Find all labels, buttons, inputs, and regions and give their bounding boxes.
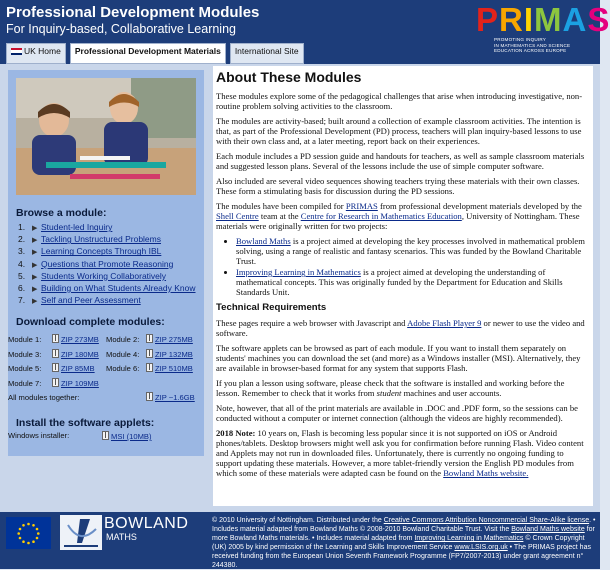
cc-license-link[interactable]: Creative Commons Attribution Noncommercial Share-Alike license [383, 517, 590, 524]
module-link[interactable]: Building on What Students Already Know [41, 282, 196, 293]
installer-row: Windows installer: MSI (10MB) [8, 431, 152, 441]
site-header [0, 0, 610, 64]
page-title: About These Modules [216, 69, 362, 85]
tab-uk-home[interactable]: UK Home [6, 43, 66, 64]
download-module-4-link[interactable]: ZIP 132MB [155, 349, 193, 359]
download-all-modules-link[interactable]: ZIP ~1.6GB [155, 393, 195, 403]
list-item: 2. ▶ Tackling Unstructured Problems [18, 233, 200, 245]
arrow-right-icon: ▶ [32, 225, 38, 232]
download-heading: Download complete modules: [16, 316, 165, 328]
video-paragraph: Also included are several video sequences showing teachers trying these materials with their own classes. These form a stimulating basis for discussion during the PD sessions. [216, 176, 580, 196]
list-item: 7. ▶ Self and Peer Assessment [18, 294, 200, 306]
bowland-website-link[interactable]: Bowland Maths website. [443, 468, 529, 478]
module-link[interactable]: Learning Concepts Through IBL [41, 246, 162, 257]
primas-logo[interactable] [476, 1, 610, 59]
primas-logo-word: PRIMAS [476, 1, 610, 38]
improving-learning-link[interactable]: Improving Learning in Mathematics [236, 267, 361, 277]
msi-file-icon [102, 431, 109, 440]
zip-file-icon [146, 392, 153, 401]
lsis-link[interactable]: www.LSIS.org.uk [454, 544, 508, 551]
origin-paragraph: The modules have been compiled for PRIMAS from professional development materials developed by the Shell Centre team at the Centre for Research in Mathematics Education, University of Nottingham. These materials were originally written for two projects: [216, 201, 582, 231]
module-link[interactable]: Self and Peer Assessment [41, 295, 141, 306]
activity-paragraph: The modules are activity-based; built around a collection of example classroom activities. The intention is that, as part of the Professional Development (PD) process, teachers will plan inquiry-based lessons to use with their own class and, at a later meeting, report back on their experiences. [216, 116, 582, 146]
primas-link[interactable]: PRIMAS [345, 201, 378, 211]
tab-professional-development-materials[interactable]: Professional Development Materials [70, 43, 226, 64]
download-module-5-link[interactable]: ZIP 85MB [61, 364, 95, 374]
tech-heading: Technical Requirements [216, 302, 327, 313]
zip-file-icon [52, 334, 59, 343]
download-module-2-link[interactable]: ZIP 275MB [155, 335, 193, 344]
tech-paragraph-check: If you plan a lesson using software, please check that the software is installed and working before the lesson. Remember to check that it works from student machines and user accounts. [216, 378, 565, 398]
module-link[interactable]: Student-led Inquiry [41, 222, 113, 232]
footer-bowland-link[interactable]: Bowland Maths website [511, 526, 585, 533]
arrow-right-icon: ▶ [32, 285, 38, 293]
module-link[interactable]: Questions that Promote Reasoning [41, 258, 174, 269]
shell-centre-link[interactable]: Shell Centre [216, 211, 259, 221]
site-subtitle: For Inquiry-based, Collaborative Learning [6, 22, 236, 36]
module-link[interactable]: Tackling Unstructured Problems [41, 234, 161, 245]
download-module-1-link[interactable]: ZIP 273MB [61, 335, 99, 344]
list-item: 4. ▶ Questions that Promote Reasoning [18, 258, 200, 270]
list-item: 6. ▶ Building on What Students Already Know [18, 282, 200, 294]
zip-file-icon [52, 378, 59, 387]
footer-improving-learning-link[interactable]: Improving Learning in Mathematics [414, 535, 524, 542]
zip-file-icon [52, 349, 59, 358]
arrow-right-icon: ▶ [32, 249, 38, 257]
download-module-3-link[interactable]: ZIP 180MB [61, 349, 99, 359]
tech-paragraph-browser: These pages require a web browser with Javascript and Adobe Flash Player 9 or newer to use the video and software. [216, 318, 585, 338]
browse-heading: Browse a module: [16, 207, 107, 219]
list-item: • Improving Learning in Mathematics is a project aimed at developing the understanding of mathematical concepts. This was originally funded by the Department for Education and Skills Standards Unit. [236, 267, 589, 297]
site-footer [0, 512, 600, 569]
arrow-right-icon: ▶ [32, 273, 38, 281]
intro-paragraph: These modules explore some of the pedagogical challenges that arise when introducing investigative, non-routine problem solving activities to the classroom. [216, 91, 583, 111]
bowland-maths-link[interactable]: Bowland Maths [236, 236, 291, 246]
download-installer-link[interactable]: MSI (10MB) [111, 432, 152, 441]
primas-tagline: PROMOTING INQUIRY IN MATHEMATICS AND SCIENCE EDUCATION ACROSS EUROPE [494, 37, 571, 53]
module-link[interactable]: Students Working Collaboratively [41, 270, 167, 281]
zip-file-icon [146, 349, 153, 358]
arrow-right-icon: ▶ [32, 237, 38, 245]
zip-file-icon [146, 363, 153, 372]
list-item: 1. ▶ Student-led Inquiry [18, 221, 200, 233]
download-module-6-link[interactable]: ZIP 510MB [155, 364, 193, 374]
list-item: 3. ▶ Learning Concepts Through IBL [18, 245, 200, 257]
site-title: Professional Development Modules [6, 4, 260, 21]
download-module-7-link[interactable]: ZIP 109MB [61, 378, 99, 388]
install-heading: Install the software applets: [16, 417, 155, 429]
list-item: 5. ▶ Students Working Collaboratively [18, 270, 200, 282]
crme-link[interactable]: Centre for Research in Mathematics Education [300, 211, 462, 221]
bowland-logo[interactable]: BOWLAND MATHS [104, 515, 189, 542]
zip-file-icon [146, 334, 153, 343]
arrow-right-icon: ▶ [32, 261, 38, 269]
note-2018-paragraph: 2018 Note: 10 years on, Flash is becoming less popular since it is not supported on iOS or Android phones/tablets. Desktop browsers might well ask you for confirmation before running Flash. Video content and Applets may not run in downloaded files. Unfortunately, there is currently no ongoing funding to support updating these materials. However, a more tablet-friendly version the English PD modules from which some of these materials were adapted casn be found on the Bowland Maths website. [216, 428, 584, 478]
classroom-photo-image [16, 78, 196, 195]
fp7-logo [60, 515, 102, 550]
main-content [213, 66, 593, 506]
project-list [236, 236, 589, 297]
module-list [18, 221, 200, 306]
uk-flag-icon [11, 48, 22, 55]
tech-paragraph-print: Note, however, that all of the print materials are available in .DOC and .PDF form, so the sessions can be conducted without a computer or internet connection (although the videos are highly recommended). [216, 403, 578, 423]
zip-file-icon [52, 363, 59, 372]
tech-paragraph-applets: The software applets can be browsed as part of each module. If you want to install them separately on students' machines you can download the set (and more) as a Windows installer (MSI). Alternatively, they are available in browser-based format for any system that supports Flash. [216, 343, 581, 373]
eu-flag-icon [6, 517, 51, 549]
list-item: • Bowland Maths is a project aimed at developing the key processes involved in mathematical problem solving, using a range of realistic and fantasy scenarios. This was funded by the Bowland Charitable Trust. [236, 236, 589, 266]
footer-text: © 2010 University of Nottingham. Distributed under the Creative Commons Attribution Noncommercial Share-Alike license. • Includes material adapted from Bowland Maths © 2008-2010 Bowland Charitable Trust. Visit the Bowland Maths website for more Bowland Maths materials. • Includes material adapted from Improving Learning in Mathematics © Crown Copyright (UK) 2005 by kind permission of the Learning and Skills Improvement Service www.LSIS.org.uk • The PRIMAS project has received funding from the European Union Seventh Framework Programme (FP7/2007-2013) under grant agreement n° 244380. [212, 517, 596, 569]
classroom-photo [16, 78, 196, 195]
flash-player-link[interactable]: Adobe Flash Player 9 [407, 318, 482, 328]
contents-paragraph: Each module includes a PD session guide and handouts for teachers, as well as sample classroom materials and suggested lesson plans. Several of the lessons include the use of simple computer software. [216, 151, 585, 171]
nav-tabs [6, 43, 304, 64]
arrow-right-icon: ▶ [32, 298, 38, 306]
tab-international-site[interactable]: International Site [230, 43, 304, 64]
